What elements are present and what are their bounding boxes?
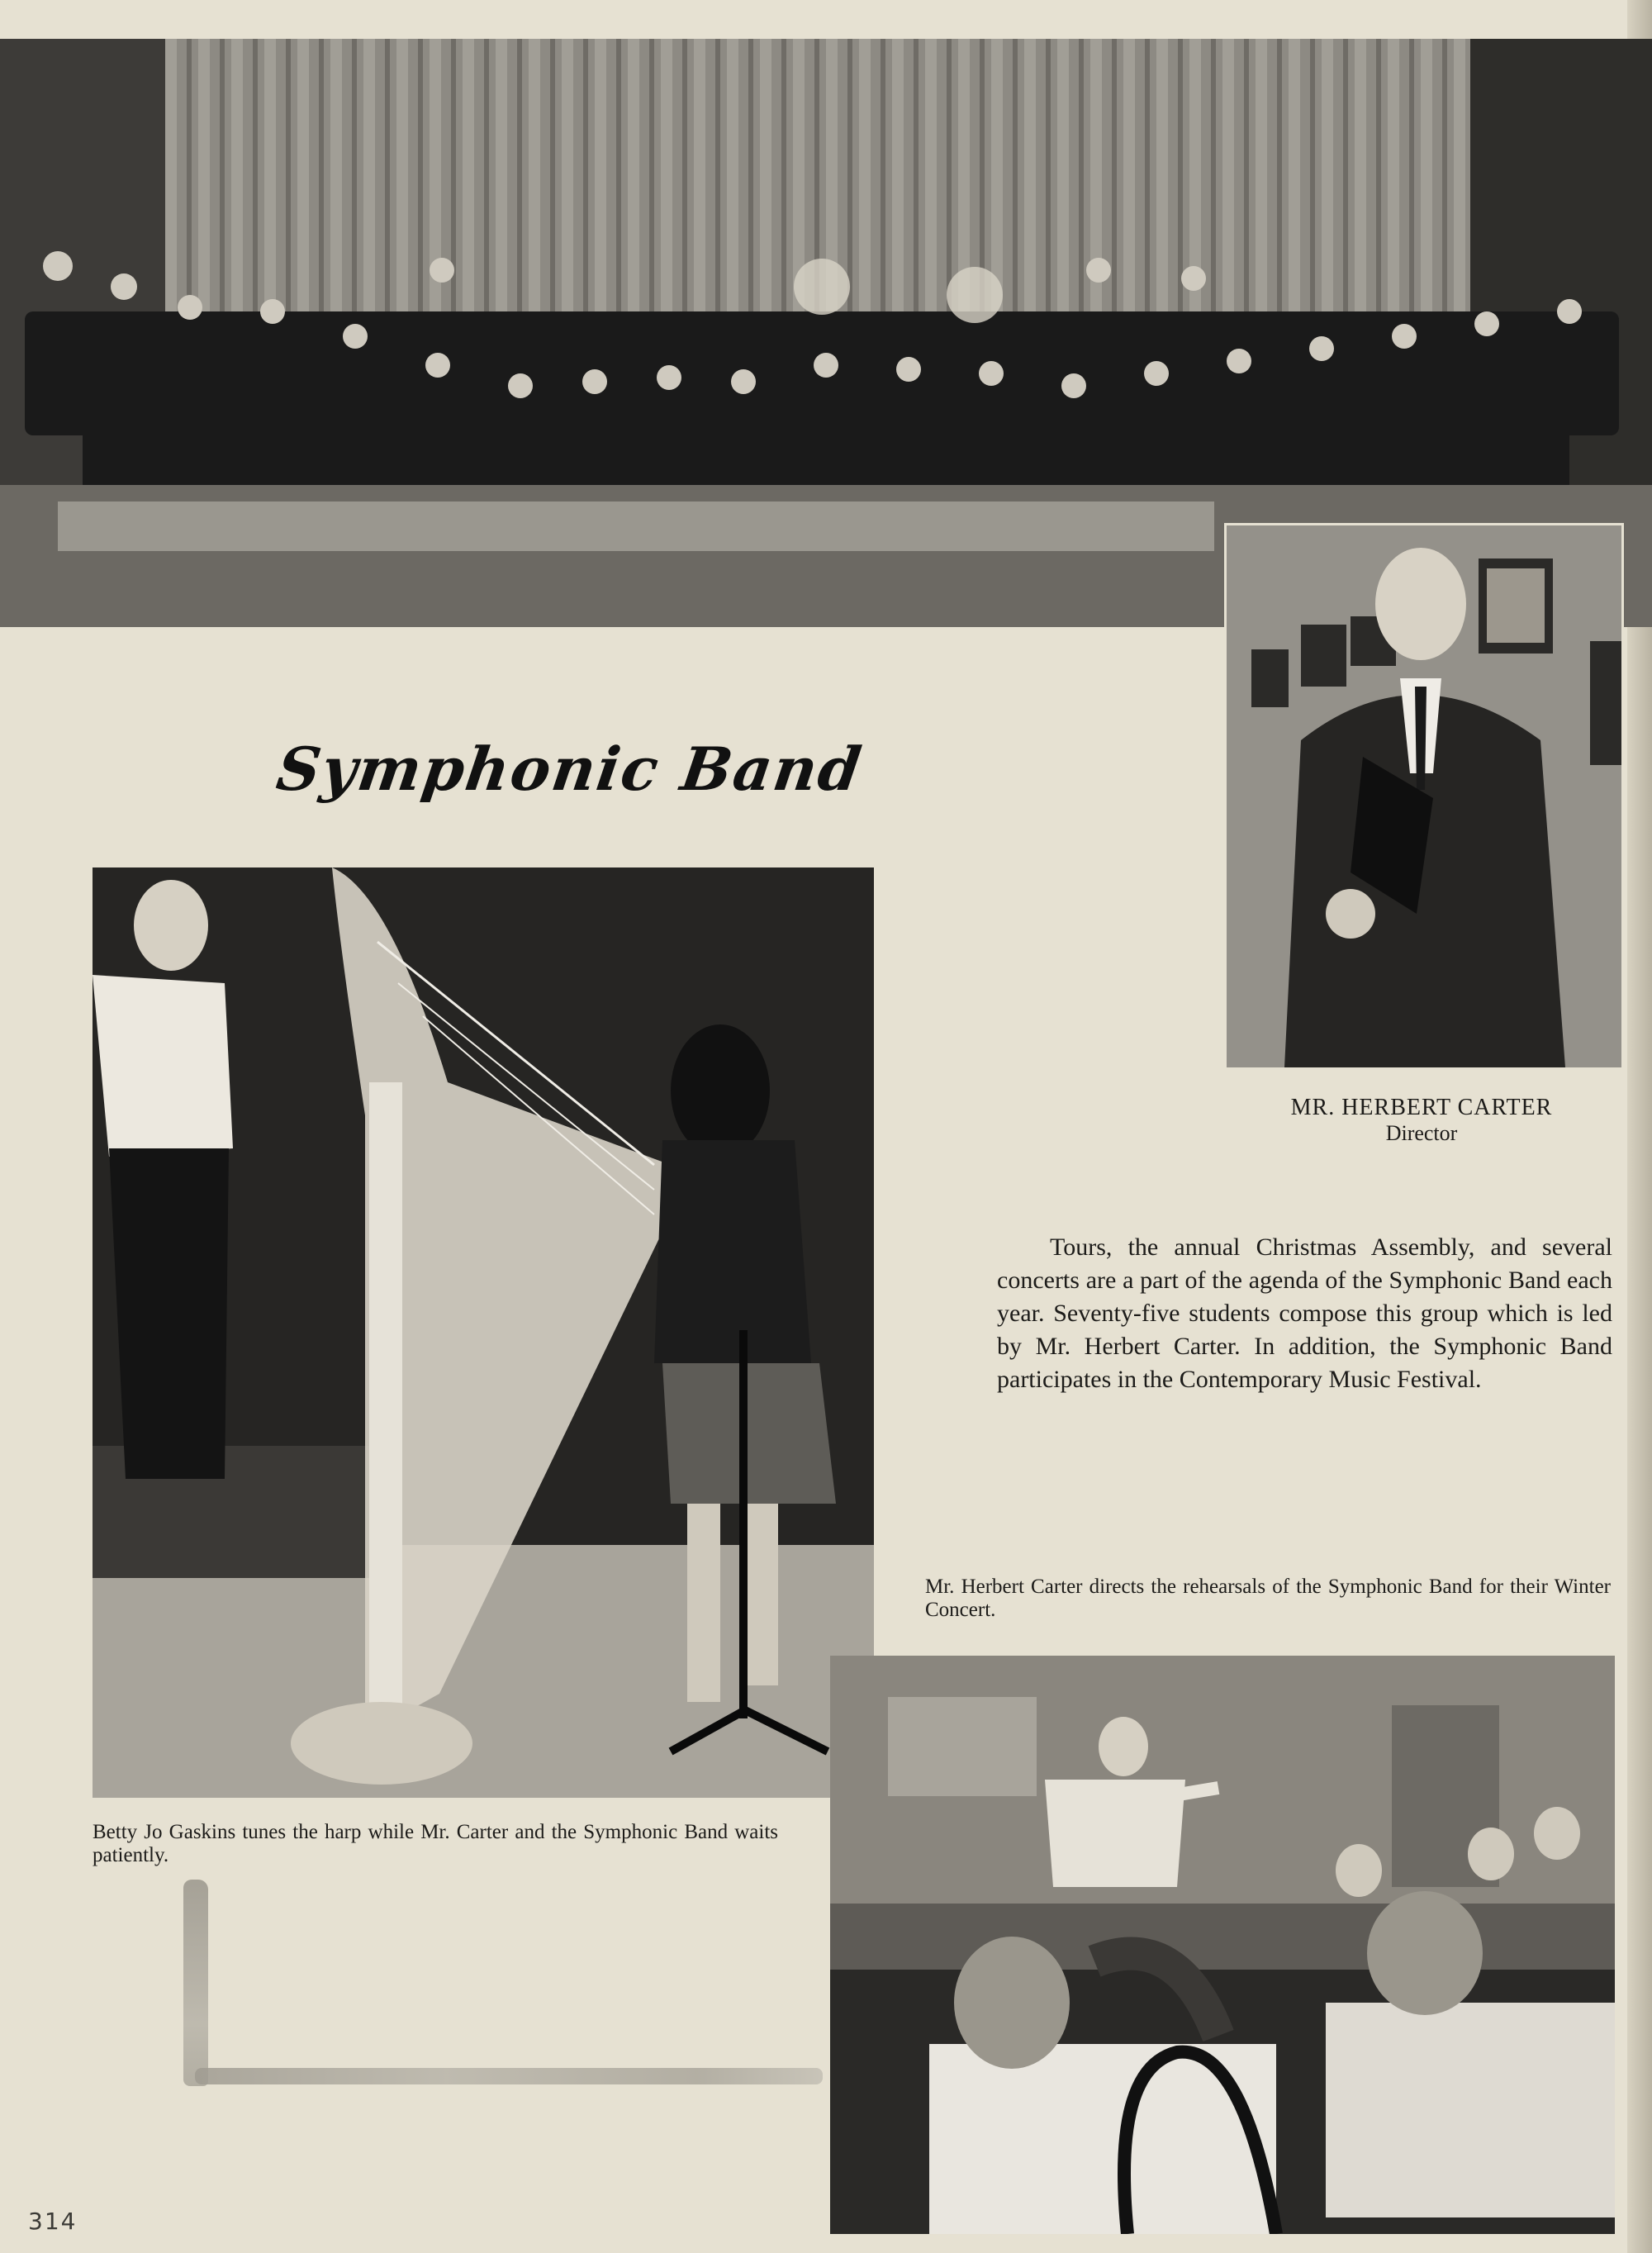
harp-photo-caption: Betty Jo Gaskins tunes the harp while Mr. Carter and the Symphonic Band waits patiently. xyxy=(93,1821,778,1866)
director-caption xyxy=(1224,1095,1619,1146)
rehearsal-photo xyxy=(830,1656,1615,2234)
director-role: Director xyxy=(1385,1121,1458,1146)
brush-stroke-decoration-vertical xyxy=(183,1880,208,2086)
brush-stroke-decoration-horizontal xyxy=(195,2068,823,2084)
harp-photo xyxy=(93,867,874,1798)
page-number: 314 xyxy=(28,2208,78,2235)
director-portrait-photo xyxy=(1224,523,1624,1070)
band-description-paragraph: Tours, the annual Christmas Assembly, and several concerts are a part of the agenda of the Symphonic Band each year. Seventy-five students compose this group which is led by Mr. Herbert Carter. In addition, the Symphonic Band participates in the Contemporary Music Festival. xyxy=(997,1233,1612,1393)
rehearsal-photo-caption: Mr. Herbert Carter directs the rehearsals of the Symphonic Band for their Winter Concert. xyxy=(925,1576,1611,1621)
director-name: MR. HERBERT CARTER xyxy=(1290,1095,1553,1120)
page-title: Symphonic Band xyxy=(273,734,867,804)
